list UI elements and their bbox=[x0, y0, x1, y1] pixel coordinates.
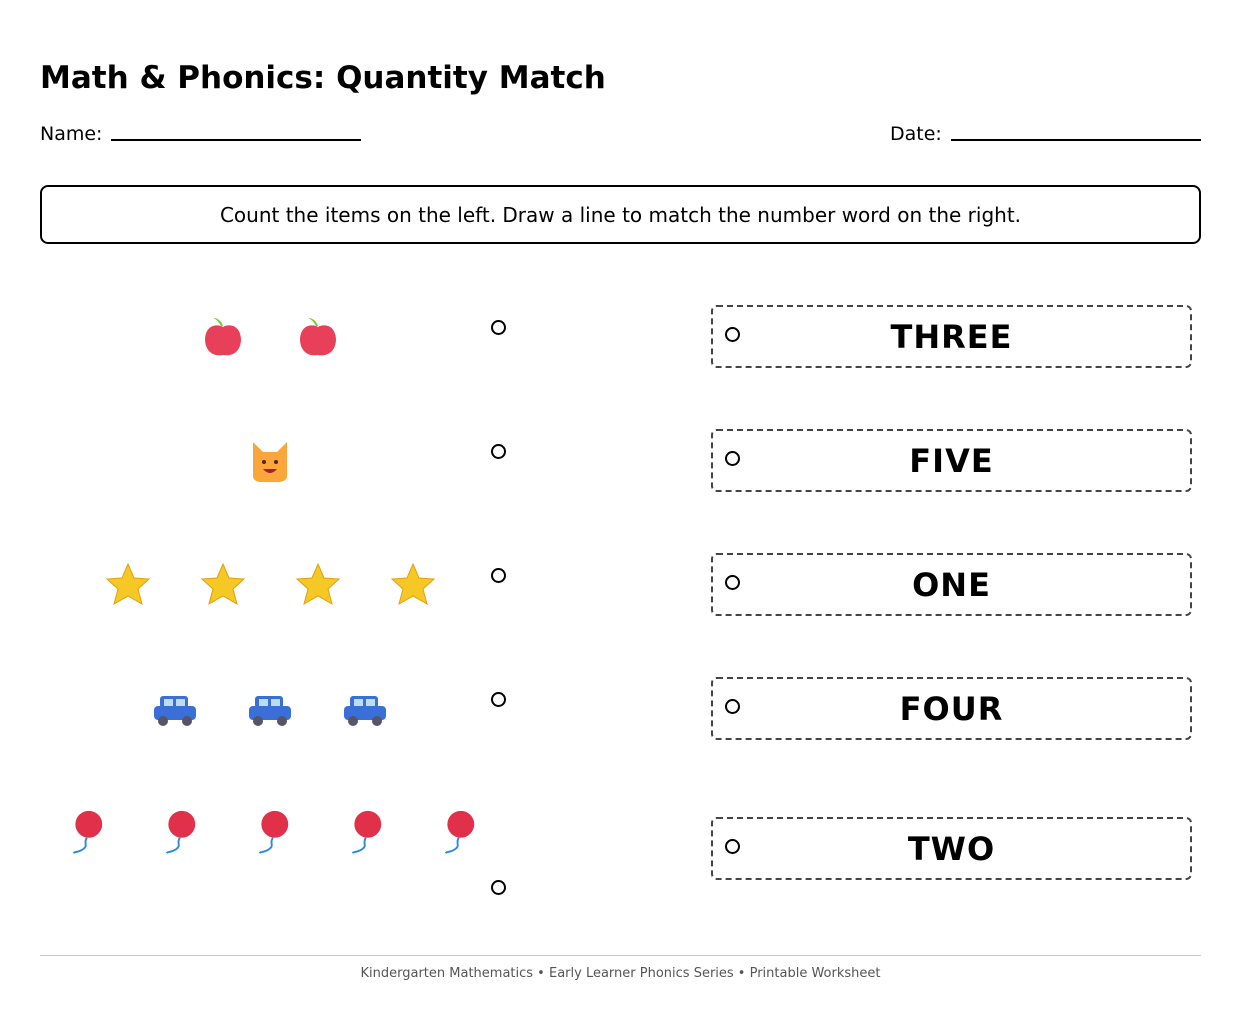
date-field[interactable] bbox=[951, 139, 1201, 141]
right-match-dot[interactable] bbox=[725, 839, 740, 854]
star-icon bbox=[103, 560, 153, 610]
item-group bbox=[60, 560, 480, 610]
car-icon bbox=[245, 684, 295, 734]
word-box[interactable] bbox=[711, 429, 1192, 492]
item-group bbox=[60, 806, 480, 856]
word-box[interactable] bbox=[711, 553, 1192, 616]
right-match-dot[interactable] bbox=[725, 327, 740, 342]
cat-icon bbox=[245, 436, 295, 486]
balloon-icon bbox=[432, 806, 480, 856]
number-word: FOUR bbox=[899, 689, 1004, 728]
apple-icon bbox=[293, 312, 343, 362]
name-label: Name: bbox=[40, 123, 103, 145]
star-icon bbox=[198, 560, 248, 610]
balloon-icon bbox=[60, 806, 108, 856]
balloon-icon bbox=[153, 806, 201, 856]
left-match-dot[interactable] bbox=[491, 692, 506, 707]
footer-text: Kindergarten Mathematics • Early Learner Phonics Series • Printable Worksheet bbox=[360, 966, 881, 981]
balloon-icon bbox=[339, 806, 387, 856]
name-field[interactable] bbox=[111, 139, 361, 141]
left-match-dot[interactable] bbox=[491, 880, 506, 895]
item-group bbox=[60, 312, 480, 362]
star-icon bbox=[293, 560, 343, 610]
balloon-icon bbox=[246, 806, 294, 856]
instructions-box bbox=[40, 185, 1201, 244]
instructions-text: Count the items on the left. Draw a line to match the number word on the right. bbox=[219, 202, 1022, 227]
star-icon bbox=[388, 560, 438, 610]
number-word: FIVE bbox=[909, 441, 994, 480]
word-box[interactable] bbox=[711, 305, 1192, 368]
page-title: Math & Phonics: Quantity Match bbox=[40, 60, 606, 96]
right-match-dot[interactable] bbox=[725, 451, 740, 466]
number-word: ONE bbox=[912, 565, 991, 604]
left-match-dot[interactable] bbox=[491, 444, 506, 459]
left-match-dot[interactable] bbox=[491, 568, 506, 583]
item-group bbox=[60, 436, 480, 486]
right-match-dot[interactable] bbox=[725, 575, 740, 590]
footer-divider bbox=[40, 955, 1201, 956]
date-label: Date: bbox=[890, 123, 942, 145]
item-group bbox=[60, 684, 480, 734]
apple-icon bbox=[198, 312, 248, 362]
car-icon bbox=[340, 684, 390, 734]
number-word: TWO bbox=[907, 829, 996, 868]
word-box[interactable] bbox=[711, 817, 1192, 880]
right-match-dot[interactable] bbox=[725, 699, 740, 714]
car-icon bbox=[150, 684, 200, 734]
word-box[interactable] bbox=[711, 677, 1192, 740]
number-word: THREE bbox=[890, 317, 1013, 356]
left-match-dot[interactable] bbox=[491, 320, 506, 335]
